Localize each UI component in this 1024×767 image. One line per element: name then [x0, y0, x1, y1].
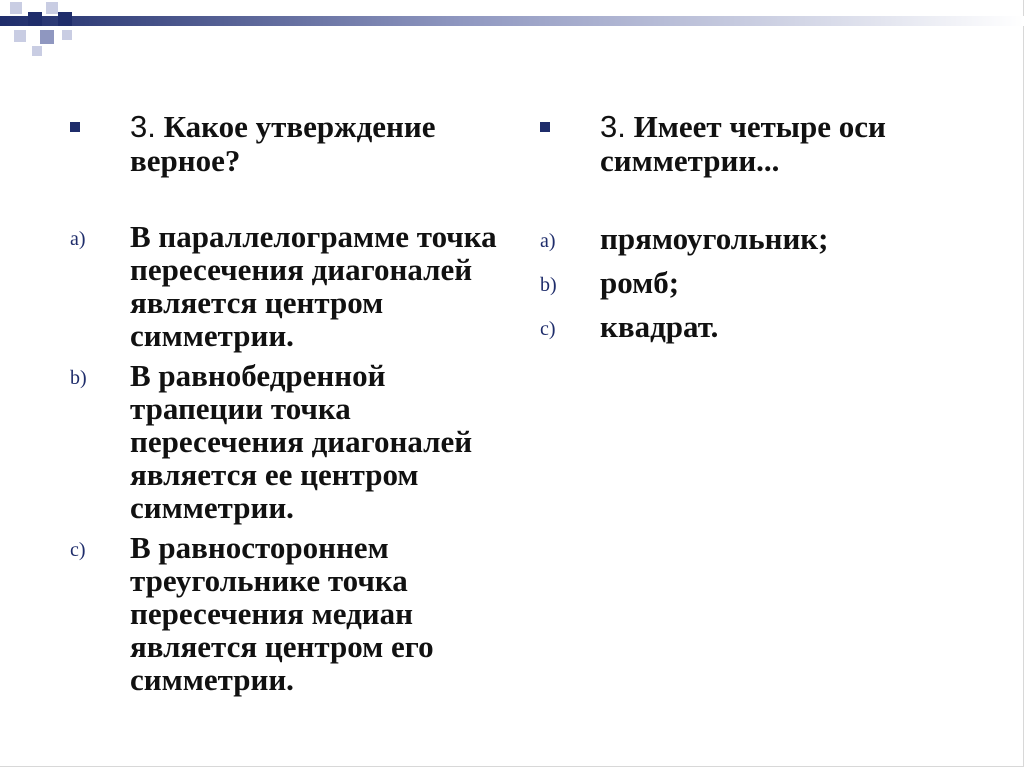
option-left-a — [70, 220, 520, 352]
option-text: В параллелограмме точка пересечения диагоналей является центром симметрии. — [130, 219, 497, 353]
bullet-square-icon — [70, 122, 80, 132]
question-right-text: Имеет четыре оси симметрии... — [600, 109, 886, 178]
option-text: В равнобедренной трапеции точка пересечения диагоналей является ее центром симметрии. — [130, 358, 473, 525]
option-left-c — [70, 531, 520, 696]
question-left — [70, 110, 520, 178]
option-text: ромб; — [600, 265, 680, 300]
option-letter: c) — [70, 539, 86, 561]
header-decoration — [0, 0, 1024, 60]
left-column — [70, 110, 520, 703]
question-right-number: 3. — [600, 109, 626, 144]
option-letter: c) — [540, 318, 556, 340]
bullet-square-icon — [540, 122, 550, 132]
option-text: квадрат. — [600, 309, 719, 344]
option-letter: a) — [540, 230, 556, 252]
option-text: В равностороннем треугольнике точка пересечения медиан является центром его симметрии. — [130, 530, 434, 697]
right-column — [540, 110, 1000, 354]
option-letter: b) — [70, 367, 87, 389]
option-left-b — [70, 359, 520, 524]
option-letter: b) — [540, 274, 557, 296]
option-right-a — [540, 222, 1000, 255]
question-left-text: Какое утверждение верное? — [130, 109, 436, 178]
option-right-c — [540, 310, 1000, 343]
options-left — [70, 220, 520, 696]
question-right — [540, 110, 1000, 178]
option-letter: a) — [70, 228, 86, 250]
option-right-b — [540, 266, 1000, 299]
question-left-number: 3. — [130, 109, 156, 144]
option-text: прямоугольник; — [600, 221, 829, 256]
options-right — [540, 222, 1000, 343]
